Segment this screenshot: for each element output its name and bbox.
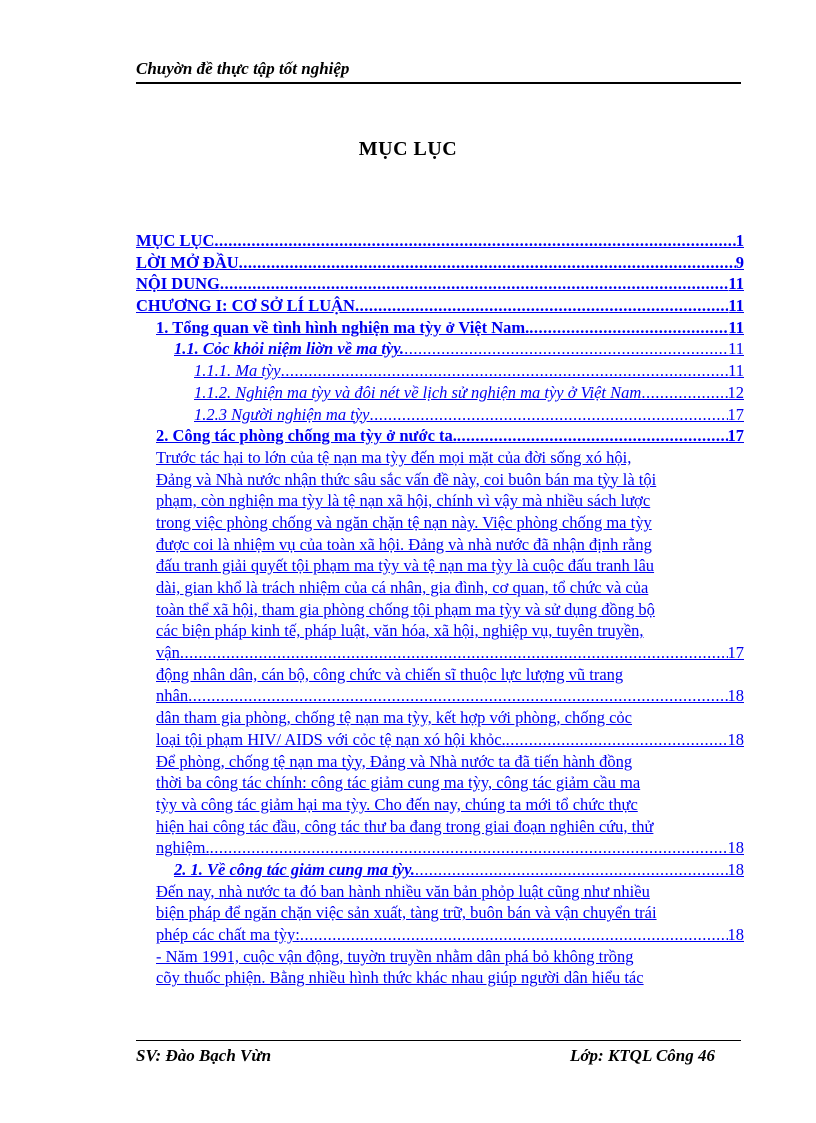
toc-entry[interactable] — [136, 425, 744, 447]
toc-entry[interactable] — [136, 729, 744, 751]
toc-entry[interactable] — [136, 924, 744, 946]
leader-dots — [355, 295, 728, 317]
toc-text-line[interactable]: cõy thuốc phiện. Bằng nhiều hình thức khác nhau giúp người dân hiểu tác — [156, 968, 644, 988]
toc-text-line[interactable]: biện pháp để ngăn chặn việc sản xuất, tàng trữ, buôn bán và vận chuyển trái — [156, 903, 657, 923]
toc-entry-text: loại tội phạm HIV/ AIDS với cỏc tệ nạn xó hội khỏc. — [156, 729, 506, 749]
toc-text-line[interactable]: tỳy và công tác giảm hại ma tỳy. Cho đến nay, chúng ta mới tổ chức thực — [156, 794, 638, 814]
toc-text-line[interactable]: dân tham gia phòng, chống tệ nạn ma tỳy, kết hợp với phòng, chống cỏc — [156, 708, 632, 728]
leader-dots — [188, 685, 727, 707]
leader-dots — [506, 729, 728, 751]
toc-text-line[interactable]: hiện hai công tác đầu, công tác thư ba đang trong giai đoạn nghiên cứu, thử — [156, 816, 654, 836]
leader-dots — [529, 317, 728, 339]
toc-page-number: 18 — [727, 838, 744, 858]
toc-page-number: 11 — [728, 339, 744, 359]
toc-entry[interactable] — [136, 360, 744, 382]
toc-entry-text: 1.1. Cỏc khỏi niệm liờn về ma tỳy. — [174, 339, 405, 359]
leader-dots — [210, 837, 728, 859]
toc-entry[interactable] — [136, 295, 744, 317]
toc-page-number: 11 — [728, 296, 744, 316]
toc-text-line[interactable]: thời ba công tác chính: công tác giảm cung ma tỳy, công tác giảm cầu ma — [156, 773, 641, 793]
toc-entry[interactable] — [136, 404, 744, 426]
toc-entry[interactable] — [136, 317, 744, 339]
class-name: Lớp: KTQL Công 46 — [570, 1046, 715, 1065]
toc-page-number: 17 — [727, 404, 744, 424]
student-name: SV: Đào Bạch Vừn — [136, 1046, 272, 1065]
toc-entry-text: vận — [156, 643, 180, 663]
toc-entry-text: 1.2.3 Người nghiện ma tỳy — [194, 404, 370, 424]
document-title: MỤC LỤC — [358, 138, 458, 160]
toc-page-number: 12 — [727, 382, 744, 402]
toc-text-line[interactable]: các biện pháp kinh tế, pháp luật, văn hóa, xã hội, nghiệp vụ, tuyên truyền, — [156, 621, 644, 641]
toc-text-line[interactable]: trong việc phòng chống và ngăn chặn tệ nạn này. Việc phòng chống ma tỳy — [156, 512, 652, 532]
leader-dots — [214, 230, 735, 252]
toc-entry[interactable] — [136, 382, 744, 404]
toc-entry-text: nghiệm. — [156, 838, 210, 858]
toc-page-number: 18 — [727, 729, 744, 749]
table-of-contents — [136, 230, 744, 989]
toc-text-line[interactable]: toàn thể xã hội, tham gia phòng chống tội phạm ma tỳy và sử dụng đồng bộ — [156, 599, 655, 619]
toc-text-line[interactable]: được coi là nhiệm vụ của toàn xã hội. Đảng và nhà nước đã nhận định rằng — [156, 534, 652, 554]
leader-dots — [415, 859, 728, 881]
leader-dots — [281, 360, 729, 382]
toc-page-number: 1 — [735, 231, 744, 250]
leader-dots — [180, 642, 728, 664]
toc-text-line[interactable]: đấu tranh giải quyết tội phạm ma tỳy và tệ nạn ma tỳy là cuộc đấu tranh lâu — [156, 556, 655, 576]
toc-page-number: 17 — [727, 643, 744, 663]
toc-entry[interactable] — [136, 230, 744, 252]
running-title: Chuyờn đề thực tập tốt nghiệp — [136, 59, 350, 78]
toc-text-line[interactable]: Trước tác hại to lớn của tệ nạn ma tỳy đến mọi mặt của đời sống xó hội, — [156, 447, 632, 467]
toc-entry-text: NỘI DUNG — [136, 274, 220, 294]
toc-page-number: 9 — [735, 252, 744, 272]
leader-dots — [369, 404, 727, 426]
toc-entry-text: MỤC LỤC — [136, 231, 215, 250]
toc-page-number: 11 — [728, 274, 744, 294]
toc-entry[interactable] — [136, 859, 744, 881]
toc-entry[interactable] — [136, 338, 744, 360]
toc-page-number: 11 — [728, 317, 744, 337]
toc-entry-text: 1.1.1. Ma tỳy — [194, 361, 281, 381]
toc-entry[interactable] — [136, 273, 744, 295]
toc-entry-text: 2. Công tác phòng chống ma tỳy ở nước ta. — [156, 426, 457, 446]
toc-entry[interactable] — [136, 837, 744, 859]
toc-entry-text: LỜI MỞ ĐẦU — [136, 252, 239, 272]
leader-dots — [239, 252, 736, 274]
toc-entry-text: CHƯƠNG I: CƠ SỞ LÍ LUẬN — [136, 296, 355, 316]
toc-text-line[interactable]: động nhân dân, cán bộ, công chức và chiến sĩ thuộc lực lượng vũ trang — [156, 664, 624, 684]
toc-entry[interactable] — [136, 685, 744, 707]
toc-entry-text: 2. 1. Về công tác giảm cung ma tỳy. — [174, 859, 415, 879]
toc-entry-text: nhân — [156, 686, 189, 706]
toc-entry[interactable] — [136, 252, 744, 274]
page-header — [136, 58, 741, 84]
leader-dots — [220, 273, 729, 295]
toc-text-line[interactable]: Đến nay, nhà nước ta đó ban hành nhiều văn bản phỏp luật cũng như nhiều — [156, 881, 650, 901]
toc-page-number: 17 — [727, 426, 744, 446]
toc-entry-text: 1. Tổng quan về tình hình nghiện ma tỳy ở Việt Nam. — [156, 317, 530, 337]
toc-page-number: 18 — [727, 859, 744, 879]
toc-page-number: 18 — [727, 925, 744, 944]
toc-page-number: 18 — [727, 686, 744, 706]
page-footer — [136, 1040, 741, 1071]
leader-dots — [641, 382, 727, 404]
toc-text-line[interactable]: dài, gian khổ là trách nhiệm của cá nhân, gia đình, cơ quan, tổ chức và của — [156, 578, 649, 597]
toc-text-line[interactable]: Đảng và Nhà nước nhận thức sâu sắc vấn đề này, coi buôn bán ma tỳy là tội — [156, 469, 657, 489]
toc-page-number: 11 — [728, 361, 744, 381]
toc-entry-text: 1.1.2. Nghiện ma tỳy và đôi nét về lịch sử nghiện ma tỳy ở Việt Nam — [194, 382, 642, 402]
leader-dots — [300, 924, 728, 946]
leader-dots — [404, 338, 728, 360]
toc-text-line[interactable]: Để phòng, chống tệ nạn ma tỳy, Đảng và Nhà nước ta đã tiến hành đồng — [156, 751, 633, 771]
toc-entry[interactable] — [136, 642, 744, 664]
toc-entry-text: phép các chất ma tỳy: — [156, 925, 300, 944]
leader-dots — [457, 425, 728, 447]
toc-text-line[interactable]: - Năm 1991, cuộc vận động, tuyờn truyền nhằm dân phá bỏ không trồng — [156, 946, 634, 966]
toc-text-line[interactable]: phạm, còn nghiện ma tỳy là tệ nạn xã hội, chính vì vậy mà nhiều sách lược — [156, 491, 651, 511]
